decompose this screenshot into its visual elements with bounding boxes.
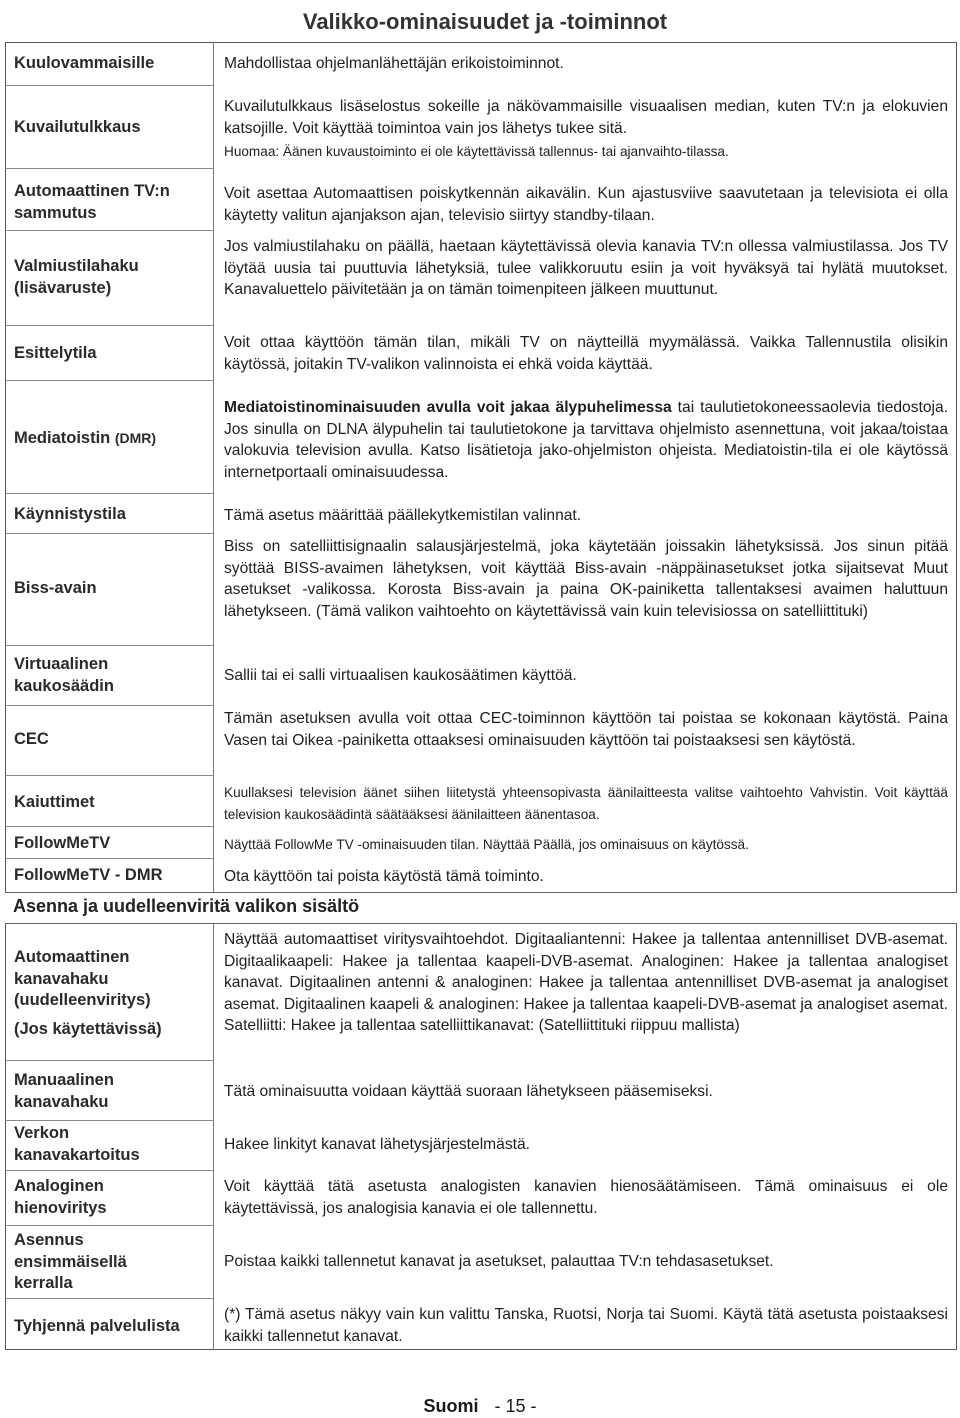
row-label: Esittelytila <box>14 344 97 362</box>
row-separator <box>5 1170 214 1171</box>
row-separator <box>5 380 214 381</box>
row-label: Automaattinen kanavahaku (uudelleenviritys) <box>14 948 151 1009</box>
row-label: Virtuaalinen kaukosäädin <box>14 655 114 695</box>
row-label: CEC <box>14 730 49 748</box>
row-separator <box>5 775 214 776</box>
row-description: Jos valmiustilahaku on päällä, haetaan käytettävissä olevia kanavia TV:n ollessa valmiustilassa. Jos TV löytää uusia tai puuttuvia lähetyksiä, tulee valikkoruutu esiin ja voit hyväksyä tai hylätä muutokset. Kanavaluettelo päivitetään ja on tämän toimenpiteen jälkeen muuttunut. <box>224 238 948 298</box>
row-separator <box>5 1298 214 1299</box>
row-separator <box>5 230 214 231</box>
row-label: Tyhjennä palvelulista <box>14 1317 180 1335</box>
row-description: Sallii tai ei salli virtuaalisen kaukosäätimen käyttöä. <box>224 667 577 684</box>
row-separator <box>5 858 214 859</box>
column-divider <box>213 924 214 1350</box>
row-description: (*) Tämä asetus näkyy vain kun valittu Tanska, Ruotsi, Norja tai Suomi. Käytä tätä asetusta poistaaksesi kaikki tallennetut kanavat. <box>224 1306 948 1345</box>
page-number: - 15 - <box>494 1396 537 1416</box>
row-separator <box>5 533 214 534</box>
row-description: Näyttää automaattiset viritysvaihtoehdot. Digitaaliantenni: Hakee ja tallentaa antennilliset DVB-asemat. Digitaalikaapeli: Hakee ja tallentaa kaapeli-DVB-asemat. Analoginen: Hakee ja tallentaa analogiset kanavat. Digitaalinen antenni & analoginen: Hakee ja tallentaa antennilliset DVB-asemat ja analogiset asemat. Digitaalinen kaapeli & analoginen: Hakee ja tallentaa kaapeli-DVB-asemat ja analogiset asemat. Satelliitti: Hakee ja tallentaa satelliittikanavat: (Satelliittituki riippuu mallista) <box>224 931 948 1034</box>
row-label: Käynnistystila <box>14 505 126 523</box>
row-description: Tätä ominaisuutta voidaan käyttää suoraan lähetykseen pääsemiseksi. <box>224 1083 713 1100</box>
footer-language: Suomi <box>423 1396 479 1416</box>
row-label: (Jos käytettävissä) <box>14 1020 162 1038</box>
row-separator <box>5 645 214 646</box>
row-label-text: Mediatoistin <box>14 429 111 447</box>
row-description: Näyttää FollowMe TV -ominaisuuden tilan. Näyttää Päällä, jos ominaisuus on käytössä. <box>224 837 749 852</box>
row-description-bold: Mediatoistinominaisuuden avulla voit jakaa älypuhelimessa <box>224 399 672 416</box>
row-description: Poistaa kaikki tallennetut kanavat ja asetukset, palauttaa TV:n tehdasasetukset. <box>224 1253 774 1270</box>
row-separator <box>5 493 214 494</box>
row-label: Automaattinen TV:n sammutus <box>14 182 170 222</box>
row-label: FollowMeTV - DMR <box>14 866 163 884</box>
row-label-suffix: (DMR) <box>114 430 157 446</box>
page-footer <box>0 1396 960 1417</box>
section-header <box>5 892 957 924</box>
row-label <box>14 428 210 450</box>
row-description: Tämän asetuksen avulla voit ottaa CEC-toiminnon käyttöön tai poistaa se kokonaan käytöstä. Paina Vasen tai Oikea -painiketta ottaaksesi ominaisuuden käyttöön tai poistaaksesi sen käytöstä. <box>224 710 948 749</box>
row-description-text: tai taulutietokoneessaolevia tiedostoja. Jos sinulla on DLNA älypuhelin tai taulutietokone ja tarvittava ohjelmisto asennettuna, voit jakaa/toistaa valokuvia television avulla. Katso lisätietoja jako-ohjelmiston ohjeista. Mediatoistin-tila ei ole käytössä internetportaali ominaisuudessa. <box>224 399 948 481</box>
row-separator <box>5 85 214 86</box>
row-description: Ota käyttöön tai poista käytöstä tämä toiminto. <box>224 868 544 885</box>
page-title: Valikko-ominaisuudet ja -toiminnot <box>302 9 668 34</box>
row-separator <box>5 1225 214 1226</box>
row-description: Hakee linkityt kanavat lähetysjärjestelmästä. <box>224 1136 530 1153</box>
row-description: Tämä asetus määrittää päällekytkemistilan valinnat. <box>224 507 582 524</box>
row-separator <box>5 826 214 827</box>
row-description: Voit asettaa Automaattisen poiskytkennän aikavälin. Kun ajastusviive saavutetaan ja televisiota ei olla käytetty valitun ajanjakson ajan, televisio siirtyy standby-tilaan. <box>224 185 948 224</box>
row-description: Mahdollistaa ohjelmanlähettäjän erikoistoiminnot. <box>224 55 564 72</box>
section-title: Asenna ja uudelleenviritä valikon sisältö <box>13 896 360 916</box>
column-divider <box>213 42 214 892</box>
row-description: Kuvailutulkkaus lisäselostus sokeille ja näkövammaisille visuaalisen median, kuten TV:n ja elokuvien katsojille. Voit käyttää toimintoa vain jos lähetys tukee sitä. <box>224 98 948 137</box>
row-label: FollowMeTV <box>14 834 111 852</box>
row-label: Verkon kanavakartoitus <box>14 1124 140 1164</box>
row-separator <box>5 1120 214 1121</box>
row-label: Kuulovammaisille <box>14 54 155 72</box>
row-description <box>224 397 948 483</box>
row-label: Analoginen hienoviritys <box>14 1177 107 1217</box>
row-separator <box>5 325 214 326</box>
row-label: Kuvailutulkkaus <box>14 118 141 136</box>
row-label: Manuaalinen kanavahaku <box>14 1071 114 1111</box>
row-description: Voit käyttää tätä asetusta analogisten kanavien hienosäätämiseen. Tämä ominaisuus ei ole käytettävissä, jos analogisia kanavia ei ole tallennettu. <box>224 1178 948 1217</box>
row-separator <box>5 1060 214 1061</box>
row-description: Kuullaksesi television äänet siihen liitetystä yhteensopivasta äänilaitteesta valitse vaihtoehto Vahvistin. Voit käyttää television kaukosäädintä säätääksesi äänilaitteen äänentasoa. <box>224 785 948 822</box>
row-label: Asennus ensimmäisellä kerralla <box>14 1231 127 1292</box>
row-label: Valmiustilahaku (lisävaruste) <box>14 257 139 297</box>
row-description: Voit ottaa käyttöön tämän tilan, mikäli TV on näytteillä myymälässä. Vaikka Tallennustila olisikin käytössä, joitakin TV-valikon valinnoista ei ehkä voida käyttää. <box>224 334 948 373</box>
row-separator <box>5 705 214 706</box>
row-description: Biss on satelliittisignaalin salausjärjestelmä, joka käytetään joissakin lähetyksissä. Jos sinun pitää syöttää BISS-avaimen lähetyksen, voit käyttää Biss-avain -näppäinasetukset jotka sijaitsevat Muut asetukset -valikossa. Korosta Biss-avain ja paina OK-painiketta tallentaksesi avaimen haluttuun lähetykseen. (Tämä valikon vaihtoehto on käytettävissä vain kuin televisiossa on satelliittituki) <box>224 538 948 620</box>
row-note: Huomaa: Äänen kuvaustoiminto ei ole käytettävissä tallennus- tai ajanvaihto-tilassa. <box>224 144 729 159</box>
row-label: Biss-avain <box>14 579 97 597</box>
row-label: Kaiuttimet <box>14 793 95 811</box>
row-separator <box>5 168 214 169</box>
